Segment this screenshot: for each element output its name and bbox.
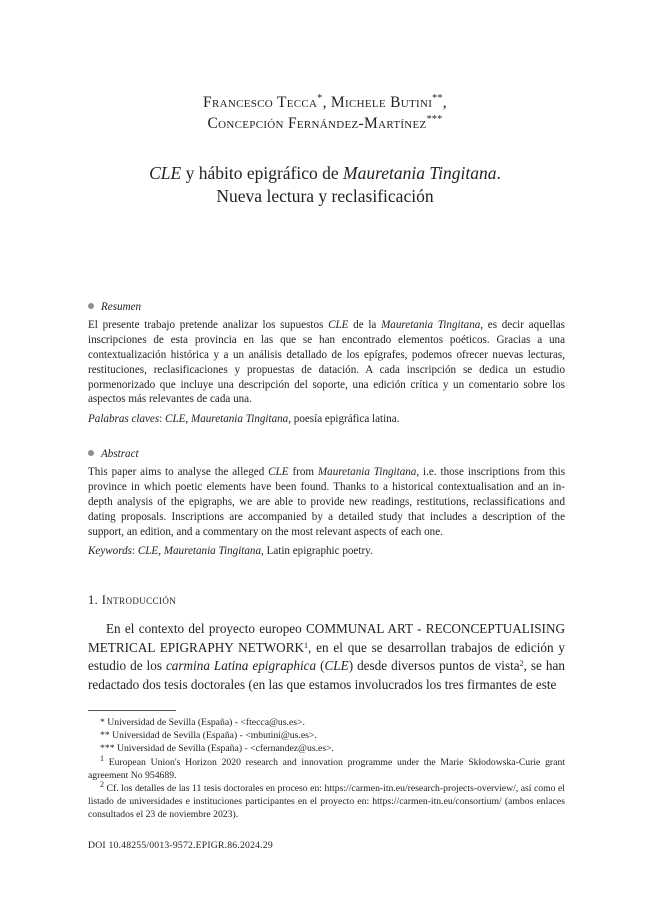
introduccion-paragraph xyxy=(88,620,565,694)
resumen-section xyxy=(88,300,565,427)
resumen-text xyxy=(88,318,565,407)
author-affiliation-mark: ** xyxy=(432,93,443,104)
title-line-2: Nueva lectura y reclasificación xyxy=(216,186,434,206)
footnote-number: 1 xyxy=(100,753,104,763)
title-part: y hábito epigráfico de xyxy=(181,163,344,183)
section-heading-introduccion: 1. Introducción xyxy=(88,593,177,607)
text-run: carmina Latina epigraphica xyxy=(165,658,317,674)
resumen-keywords xyxy=(88,412,565,427)
text-run: : xyxy=(131,545,138,558)
footnote-1 xyxy=(88,753,565,782)
text-run: CLE xyxy=(268,465,289,478)
keyword: Mauretania Tingitana xyxy=(190,413,289,426)
text-run: , xyxy=(185,413,191,426)
text-run: , se han redactado dos tesis doctorales (en las que estamos involucrados los tres firmantes de este xyxy=(88,658,565,692)
author-name: Concepción Fernández-Martínez xyxy=(207,115,427,132)
footnote-divider xyxy=(88,710,176,711)
text-run: ) desde diversos puntos de vista xyxy=(348,658,520,674)
author-separator: , xyxy=(322,94,331,111)
footnote-ref[interactable]: 1 xyxy=(304,640,309,650)
article-title xyxy=(0,162,650,208)
text-run: El presente trabajo pretende analizar los supuestos xyxy=(88,318,329,331)
author-affiliation-mark: * xyxy=(317,93,323,104)
text-run: , en el que se desarrollan trabajos de edición y estudio de los xyxy=(88,639,565,674)
author-name: Francesco Tecca xyxy=(203,94,318,111)
text-run: i.e. those inscriptions from this province in which poetic elements have been found. Thanks to a historical contextualisation and an in-depth analysis of the epigraphs, we are able to provide new readings, restitutions, reclassifications and dating proposals. Inscriptions are accompanied by a detailed study that includes a description of the support, an edition, and a commentary on the most relevant aspects of each one. xyxy=(88,465,566,538)
text-run: , Latin epigraphic poetry. xyxy=(261,545,373,558)
author-name: Michele Butini xyxy=(330,94,433,111)
footnote-number: 2 xyxy=(100,780,104,790)
title-part: . xyxy=(496,163,501,183)
author-separator: , xyxy=(442,94,447,111)
bullet-icon xyxy=(88,450,94,456)
doi-line: DOI 10.48255/0013-9572.EPIGR.86.2024.29 xyxy=(88,840,273,851)
abstract-heading xyxy=(88,447,565,462)
footnote-text: Cf. los detalles de las 11 tesis doctorales en proceso en: https://carmen-itn.eu/research-projects-overview/, así como el listado de universidades e instituciones participantes en el proyecto en: https://carmen-itn.eu/consortium/ (ambos enlaces consultados el 23 de noviembre 2023). xyxy=(88,783,565,821)
abstract-text xyxy=(88,465,565,540)
footnote-2 xyxy=(88,782,565,822)
text-run: Mauretania Tingitana, xyxy=(317,465,420,478)
text-run: ( xyxy=(316,658,325,674)
footnote-affiliation: * Universidad de Sevilla (España) - <ftecca@us.es>. xyxy=(100,717,305,728)
author-line-2 xyxy=(0,113,650,134)
text-run: CLE xyxy=(328,318,349,331)
abstract-keywords xyxy=(88,544,565,559)
text-run: En el contexto del proyecto europeo COMMUNAL ART - RECONCEPTUALISING METRICAL EPIGRAPHY NETWORK xyxy=(88,621,565,655)
bullet-icon xyxy=(88,303,94,309)
text-run: CLE xyxy=(324,658,349,674)
keyword: CLE xyxy=(137,545,159,558)
text-run: , es decir aquellas inscripciones de esta provincia en las que se han encontrado elementos poéticos. Gracias a una contextualización histórica y a un análisis detallado de los epígrafes, podemos ofrecer nuevas lecturas, restituciones, reclasificaciones y propuestas de datación. A cada inscripción se dedica un estudio pormenorizado que incluye una descripción del soporte, una edición crítica y un comentario sobre los aspectos más relevantes de cada una. xyxy=(88,318,565,406)
text-run: Mauretania Tingitana xyxy=(381,318,481,331)
footnote-ref[interactable]: 2 xyxy=(519,659,524,669)
footnote-text: European Union's Horizon 2020 research and innovation programme under the Marie Skłodowska-Curie grant agreement No 954689. xyxy=(88,756,565,781)
text-run: de la xyxy=(348,318,382,331)
resumen-heading xyxy=(88,300,565,315)
title-part: CLE xyxy=(149,163,182,183)
keywords-label: Palabras claves xyxy=(88,413,160,426)
text-run: from xyxy=(288,465,318,478)
title-line-1 xyxy=(0,162,650,185)
keyword: Mauretania Tingitana xyxy=(163,545,262,558)
author-affiliation-mark: *** xyxy=(426,114,443,125)
author-block xyxy=(0,92,650,134)
author-line-1 xyxy=(0,92,650,113)
footnote-affiliation: *** Universidad de Sevilla (España) - <cfernandez@us.es>. xyxy=(100,743,334,755)
abstract-heading-text: Abstract xyxy=(101,448,139,460)
title-part: Mauretania Tingitana xyxy=(343,163,497,183)
abstract-section xyxy=(88,447,565,559)
text-run: , poesía epigráfica latina. xyxy=(288,413,400,426)
footnotes xyxy=(88,716,565,822)
resumen-heading-text: Resumen xyxy=(101,301,142,313)
keywords-label: Keywords xyxy=(88,545,132,558)
keyword: CLE xyxy=(165,413,186,426)
text-run: This paper aims to analyse the alleged xyxy=(88,465,269,478)
footnote-affiliation: ** Universidad de Sevilla (España) - <mbutini@us.es>. xyxy=(100,730,317,742)
text-run: , xyxy=(158,545,164,558)
text-run: : xyxy=(159,413,166,426)
